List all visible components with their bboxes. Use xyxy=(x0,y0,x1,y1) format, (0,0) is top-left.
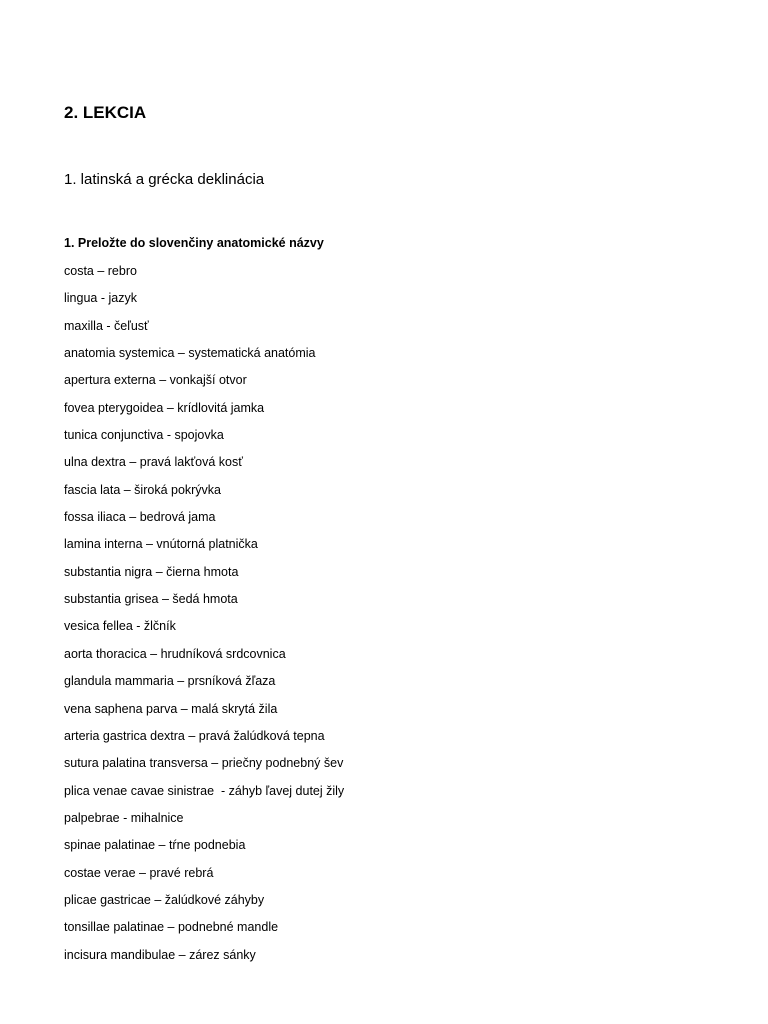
term-item: apertura externa – vonkajší otvor xyxy=(64,373,247,388)
term-item: ulna dextra – pravá lakťová kosť xyxy=(64,455,243,470)
term-item: lingua - jazyk xyxy=(64,291,137,306)
term-item: sutura palatina transversa – priečny podnebný šev xyxy=(64,756,344,771)
term-item: incisura mandibulae – zárez sánky xyxy=(64,947,256,962)
term-item: fossa iliaca – bedrová jama xyxy=(64,510,216,525)
section-subtitle: 1. latinská a grécka deklinácia xyxy=(64,171,265,188)
term-item: spinae palatinae – tŕne podnebia xyxy=(64,838,246,853)
term-list xyxy=(64,262,344,973)
term-item: arteria gastrica dextra – pravá žalúdková tepna xyxy=(64,728,325,743)
term-item: anatomia systemica – systematická anatómia xyxy=(64,346,316,361)
term-item: tunica conjunctiva - spojovka xyxy=(64,428,224,443)
term-item: lamina interna – vnútorná platnička xyxy=(64,537,258,552)
term-item: plica venae cavae sinistrae - záhyb ľavej dutej žily xyxy=(64,783,345,798)
term-item: vena saphena parva – malá skrytá žila xyxy=(64,701,278,716)
lesson-title: 2. LEKCIA xyxy=(64,103,147,122)
term-item: maxilla - čeľusť xyxy=(64,318,149,333)
term-item: fascia lata – široká pokrývka xyxy=(64,482,222,497)
term-item: glandula mammaria – prsníková žľaza xyxy=(64,674,276,689)
term-item: costa – rebro xyxy=(64,264,137,278)
term-item: substantia nigra – čierna hmota xyxy=(64,564,239,579)
term-item: plicae gastricae – žalúdkové záhyby xyxy=(64,892,265,907)
term-item: aorta thoracica – hrudníková srdcovnica xyxy=(64,646,286,661)
term-item: fovea pterygoidea – krídlovitá jamka xyxy=(64,400,265,415)
term-item: costae verae – pravé rebrá xyxy=(64,865,214,880)
term-item: tonsillae palatinae – podnebné mandle xyxy=(64,920,279,935)
term-item: palpebrae - mihalnice xyxy=(64,810,184,825)
term-item: vesica fellea - žlčník xyxy=(64,619,176,634)
term-item: substantia grisea – šedá hmota xyxy=(64,592,238,607)
exercise-heading: 1. Preložte do slovenčiny anatomické názvy xyxy=(64,236,324,250)
